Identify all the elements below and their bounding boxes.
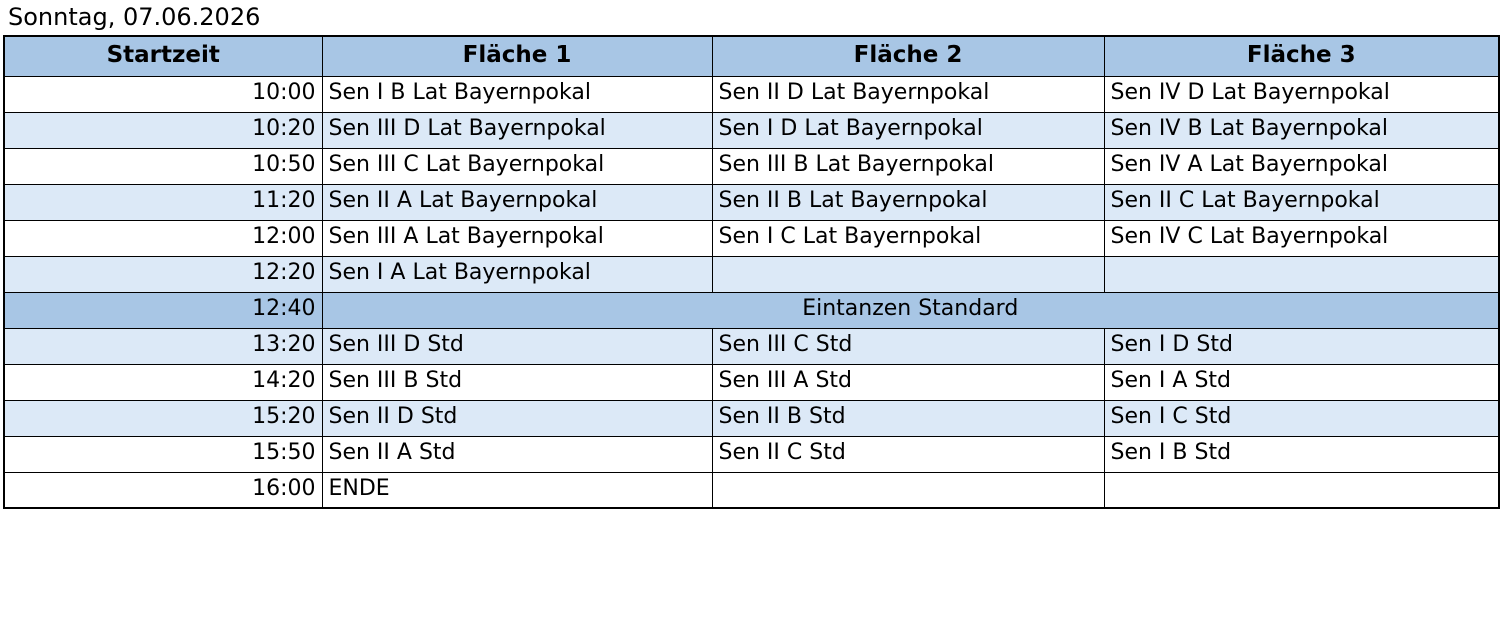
event-cell-flaeche-2: Sen II B Lat Bayernpokal [712,184,1104,220]
event-cell-flaeche-3: Sen IV B Lat Bayernpokal [1104,112,1499,148]
table-row [4,328,1499,364]
event-cell-flaeche-2: Sen II C Std [712,436,1104,472]
event-cell-flaeche-3: Sen I C Std [1104,400,1499,436]
event-cell-flaeche-3: Sen II C Lat Bayernpokal [1104,184,1499,220]
table-body [4,76,1499,508]
schedule-table [3,35,1500,509]
table-header-row [4,36,1499,76]
table-header [4,36,1499,76]
page-title: Sonntag, 07.06.2026 [8,3,261,31]
start-time-cell: 12:40 [4,292,322,328]
column-header-flaeche-2: Fläche 2 [712,36,1104,76]
start-time-cell: 13:20 [4,328,322,364]
event-cell-flaeche-2: Sen I C Lat Bayernpokal [712,220,1104,256]
event-cell-flaeche-2: Sen II D Lat Bayernpokal [712,76,1104,112]
start-time-cell: 15:50 [4,436,322,472]
start-time-cell: 12:20 [4,256,322,292]
column-header-flaeche-3: Fläche 3 [1104,36,1499,76]
event-cell-flaeche-2: Sen II B Std [712,400,1104,436]
table-row-banner [4,292,1499,328]
start-time-cell: 15:20 [4,400,322,436]
event-cell-flaeche-3: Sen I D Std [1104,328,1499,364]
start-time-cell: 10:20 [4,112,322,148]
event-cell-flaeche-2 [712,256,1104,292]
start-time-cell: 10:50 [4,148,322,184]
event-cell-flaeche-2: Sen I D Lat Bayernpokal [712,112,1104,148]
table-row [4,76,1499,112]
start-time-cell: 11:20 [4,184,322,220]
table-row [4,436,1499,472]
event-cell-flaeche-1: Sen III D Lat Bayernpokal [322,112,712,148]
table-row [4,400,1499,436]
event-cell-flaeche-2: Sen III B Lat Bayernpokal [712,148,1104,184]
event-cell-flaeche-1: ENDE [322,472,712,508]
event-cell-flaeche-3: Sen IV A Lat Bayernpokal [1104,148,1499,184]
start-time-cell: 16:00 [4,472,322,508]
start-time-cell: 14:20 [4,364,322,400]
table-row [4,184,1499,220]
event-cell-flaeche-3: Sen IV C Lat Bayernpokal [1104,220,1499,256]
table-row [4,112,1499,148]
event-cell-flaeche-1: Sen I A Lat Bayernpokal [322,256,712,292]
event-cell-flaeche-3: Sen I A Std [1104,364,1499,400]
event-cell-flaeche-1: Sen I B Lat Bayernpokal [322,76,712,112]
event-cell-flaeche-1: Sen II A Lat Bayernpokal [322,184,712,220]
start-time-cell: 12:00 [4,220,322,256]
event-cell-flaeche-2: Sen III C Std [712,328,1104,364]
event-cell-flaeche-1: Sen III D Std [322,328,712,364]
event-cell-flaeche-2: Sen III A Std [712,364,1104,400]
table-row [4,364,1499,400]
event-cell-flaeche-3 [1104,256,1499,292]
event-cell-flaeche-3: Sen IV D Lat Bayernpokal [1104,76,1499,112]
event-cell-flaeche-1: Sen II D Std [322,400,712,436]
event-cell-flaeche-1: Sen III C Lat Bayernpokal [322,148,712,184]
table-row [4,220,1499,256]
event-cell-flaeche-2 [712,472,1104,508]
event-cell-flaeche-3: Sen I B Std [1104,436,1499,472]
column-header-startzeit: Startzeit [4,36,322,76]
event-cell-flaeche-3 [1104,472,1499,508]
event-cell-flaeche-1: Sen II A Std [322,436,712,472]
event-cell-flaeche-1: Sen III A Lat Bayernpokal [322,220,712,256]
event-cell-flaeche-1: Sen III B Std [322,364,712,400]
table-row [4,148,1499,184]
banner-cell-eintanzen: Eintanzen Standard [322,292,1499,328]
table-row [4,472,1499,508]
start-time-cell: 10:00 [4,76,322,112]
table-row [4,256,1499,292]
column-header-flaeche-1: Fläche 1 [322,36,712,76]
